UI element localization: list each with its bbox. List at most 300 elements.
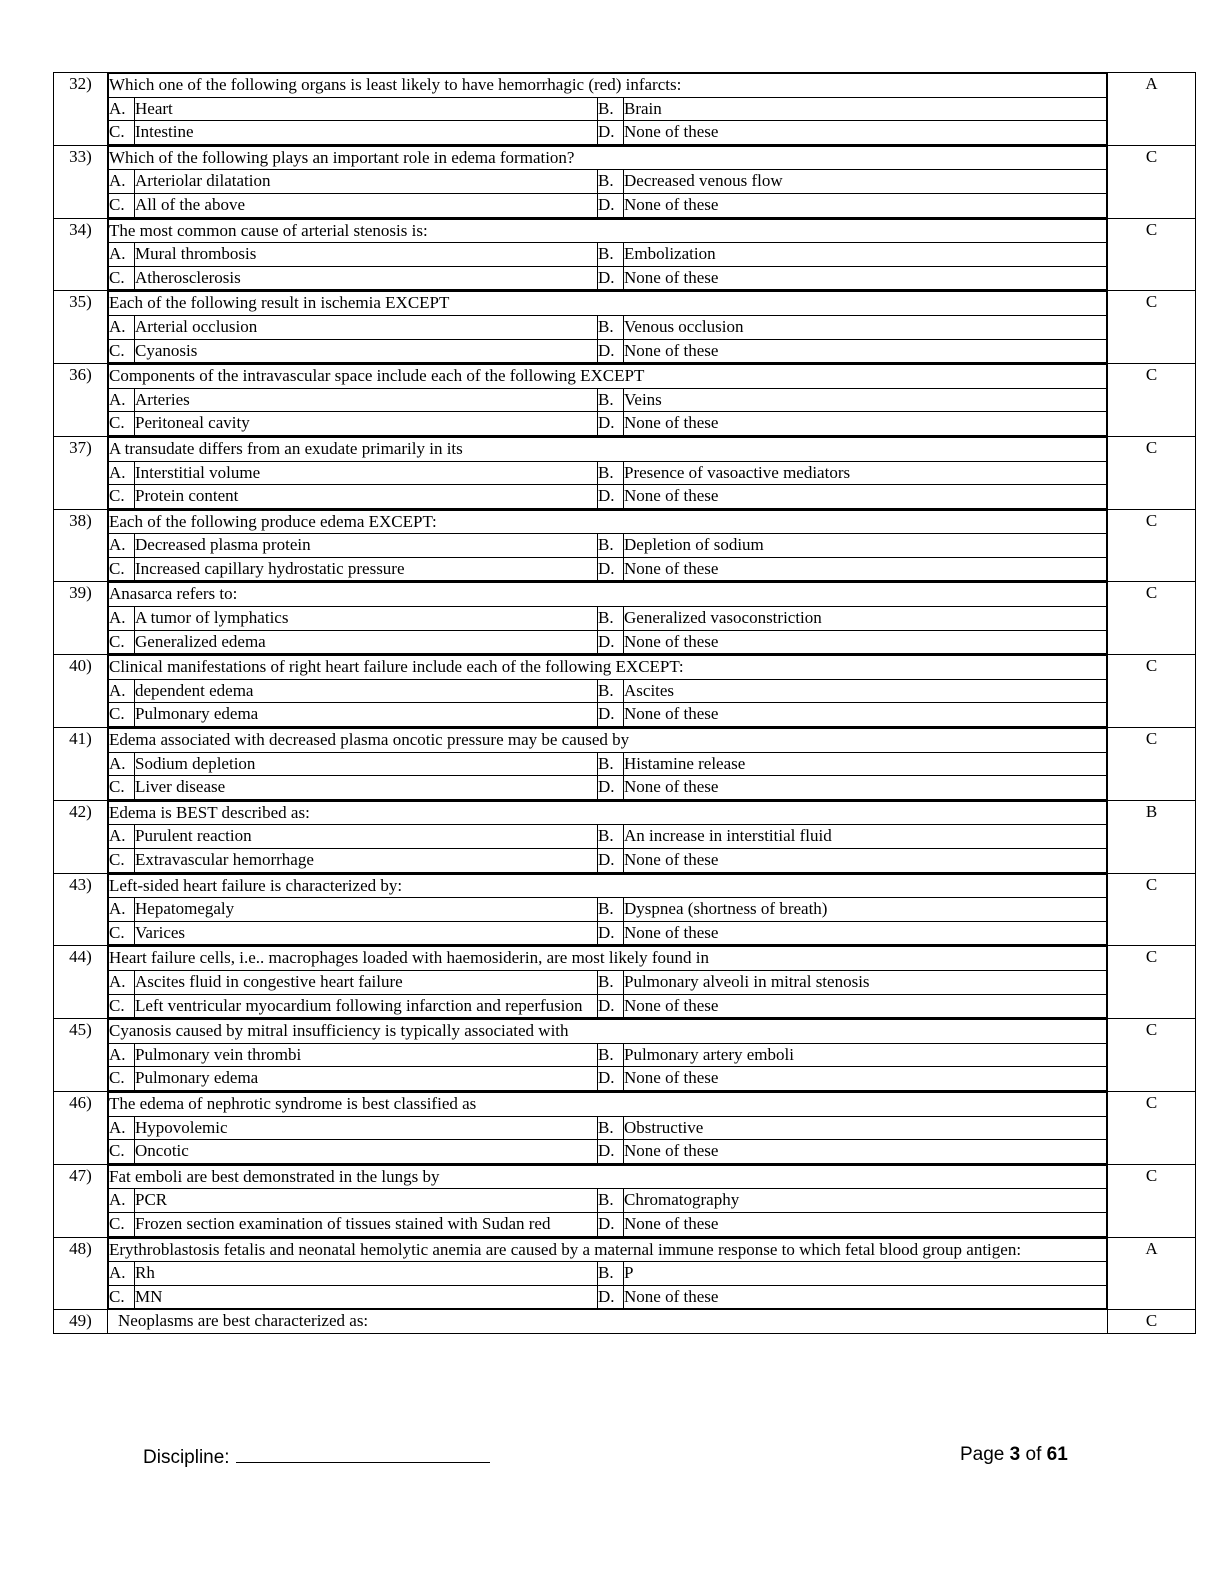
option-b-text: Chromatography xyxy=(624,1189,1107,1213)
question-row xyxy=(54,728,1196,801)
option-letter-b: B. xyxy=(598,1116,624,1140)
option-a-text: Interstitial volume xyxy=(135,461,598,485)
options-row xyxy=(109,849,1107,873)
answer-key: C xyxy=(1108,1310,1196,1334)
option-b-text: Pulmonary artery emboli xyxy=(624,1043,1107,1067)
question-body xyxy=(108,436,1108,509)
question-text: Heart failure cells, i.e.. macrophages loaded with haemosiderin, are most likely found in xyxy=(109,947,1107,971)
option-c-text: Frozen section examination of tissues stained with Sudan red xyxy=(135,1212,598,1236)
question-text-row xyxy=(109,729,1107,753)
question-text-row xyxy=(109,146,1107,170)
question-row xyxy=(54,1091,1196,1164)
question-text: Erythroblastosis fetalis and neonatal hemolytic anemia are caused by a maternal immune response to which fetal blood group antigen: xyxy=(109,1238,1107,1262)
question-number: 38) xyxy=(54,509,108,582)
page-current: 3 xyxy=(1009,1444,1021,1465)
option-a-text: Decreased plasma protein xyxy=(135,534,598,558)
options-table xyxy=(108,291,1107,363)
option-letter-b: B. xyxy=(598,898,624,922)
question-number: 45) xyxy=(54,1019,108,1092)
options-table xyxy=(108,1165,1107,1237)
answer-key: C xyxy=(1108,509,1196,582)
option-letter-c: C. xyxy=(109,1140,135,1164)
options-row xyxy=(109,121,1107,145)
question-text: A transudate differs from an exudate primarily in its xyxy=(109,437,1107,461)
question-text: Which of the following plays an important role in edema formation? xyxy=(109,146,1107,170)
question-row xyxy=(54,1164,1196,1237)
question-text: Edema is BEST described as: xyxy=(109,801,1107,825)
question-text-row xyxy=(109,292,1107,316)
option-letter-d: D. xyxy=(598,703,624,727)
question-text-row xyxy=(109,1020,1107,1044)
option-letter-d: D. xyxy=(598,266,624,290)
option-letter-d: D. xyxy=(598,994,624,1018)
question-text-row xyxy=(109,947,1107,971)
option-letter-d: D. xyxy=(598,849,624,873)
question-row xyxy=(54,218,1196,291)
option-letter-a: A. xyxy=(109,1262,135,1286)
page-prefix: Page xyxy=(960,1444,1010,1465)
option-d-text: None of these xyxy=(624,630,1107,654)
question-number: 34) xyxy=(54,218,108,291)
option-c-text: All of the above xyxy=(135,193,598,217)
option-d-text: None of these xyxy=(624,121,1107,145)
question-number: 42) xyxy=(54,800,108,873)
question-body xyxy=(108,1091,1108,1164)
question-number: 49) xyxy=(54,1310,108,1334)
question-body xyxy=(108,364,1108,437)
answer-key: A xyxy=(1108,1237,1196,1310)
question-body xyxy=(108,145,1108,218)
option-b-text: An increase in interstitial fluid xyxy=(624,825,1107,849)
question-number: 41) xyxy=(54,728,108,801)
question-text: The edema of nephrotic syndrome is best classified as xyxy=(109,1092,1107,1116)
answer-key: C xyxy=(1108,364,1196,437)
question-number: 39) xyxy=(54,582,108,655)
question-number: 47) xyxy=(54,1164,108,1237)
question-text: The most common cause of arterial stenosis is: xyxy=(109,219,1107,243)
question-number: 33) xyxy=(54,145,108,218)
option-c-text: MN xyxy=(135,1285,598,1309)
page-mid: of xyxy=(1020,1444,1047,1465)
option-d-text: None of these xyxy=(624,339,1107,363)
options-table xyxy=(108,582,1107,654)
option-c-text: Liver disease xyxy=(135,776,598,800)
page-number xyxy=(960,1444,1068,1466)
option-c-text: Increased capillary hydrostatic pressure xyxy=(135,557,598,581)
options-row xyxy=(109,1140,1107,1164)
question-number: 46) xyxy=(54,1091,108,1164)
question-body xyxy=(108,582,1108,655)
options-row xyxy=(109,315,1107,339)
question-table xyxy=(53,72,1196,1334)
question-body xyxy=(108,1164,1108,1237)
option-letter-c: C. xyxy=(109,1285,135,1309)
option-c-text: Pulmonary edema xyxy=(135,1067,598,1091)
question-row xyxy=(54,1310,1196,1334)
question-row xyxy=(54,1237,1196,1310)
option-letter-a: A. xyxy=(109,679,135,703)
option-letter-a: A. xyxy=(109,1116,135,1140)
question-text-row xyxy=(109,1092,1107,1116)
option-b-text: Pulmonary alveoli in mitral stenosis xyxy=(624,970,1107,994)
options-row xyxy=(109,193,1107,217)
answer-key: C xyxy=(1108,1091,1196,1164)
option-d-text: None of these xyxy=(624,703,1107,727)
options-table xyxy=(108,1238,1107,1310)
options-row xyxy=(109,752,1107,776)
question-row xyxy=(54,800,1196,873)
question-body xyxy=(108,218,1108,291)
option-b-text: Venous occlusion xyxy=(624,315,1107,339)
question-body xyxy=(108,291,1108,364)
option-c-text: Peritoneal cavity xyxy=(135,412,598,436)
option-letter-a: A. xyxy=(109,607,135,631)
question-number: 44) xyxy=(54,946,108,1019)
option-letter-c: C. xyxy=(109,921,135,945)
option-c-text: Pulmonary edema xyxy=(135,703,598,727)
option-b-text: Presence of vasoactive mediators xyxy=(624,461,1107,485)
option-letter-c: C. xyxy=(109,1067,135,1091)
options-table xyxy=(108,437,1107,509)
option-b-text: Dyspnea (shortness of breath) xyxy=(624,898,1107,922)
answer-key: C xyxy=(1108,582,1196,655)
option-d-text: None of these xyxy=(624,921,1107,945)
question-row xyxy=(54,582,1196,655)
option-c-text: Atherosclerosis xyxy=(135,266,598,290)
question-number: 48) xyxy=(54,1237,108,1310)
options-row xyxy=(109,921,1107,945)
question-row xyxy=(54,436,1196,509)
option-a-text: Arterial occlusion xyxy=(135,315,598,339)
option-letter-a: A. xyxy=(109,752,135,776)
option-letter-c: C. xyxy=(109,703,135,727)
option-letter-a: A. xyxy=(109,170,135,194)
options-table xyxy=(108,801,1107,873)
option-letter-a: A. xyxy=(109,1189,135,1213)
option-letter-c: C. xyxy=(109,121,135,145)
option-c-text: Oncotic xyxy=(135,1140,598,1164)
option-a-text: Arteriolar dilatation xyxy=(135,170,598,194)
option-a-text: Ascites fluid in congestive heart failure xyxy=(135,970,598,994)
page-total: 61 xyxy=(1046,1444,1068,1465)
option-letter-c: C. xyxy=(109,1212,135,1236)
option-letter-b: B. xyxy=(598,315,624,339)
option-letter-c: C. xyxy=(109,339,135,363)
answer-key: C xyxy=(1108,1164,1196,1237)
option-letter-b: B. xyxy=(598,1262,624,1286)
option-letter-d: D. xyxy=(598,1285,624,1309)
question-number: 43) xyxy=(54,873,108,946)
options-row xyxy=(109,703,1107,727)
option-a-text: Purulent reaction xyxy=(135,825,598,849)
option-a-text: dependent edema xyxy=(135,679,598,703)
answer-key: C xyxy=(1108,436,1196,509)
option-c-text: Extravascular hemorrhage xyxy=(135,849,598,873)
options-row xyxy=(109,607,1107,631)
option-letter-c: C. xyxy=(109,849,135,873)
option-letter-b: B. xyxy=(598,825,624,849)
option-b-text: P xyxy=(624,1262,1107,1286)
option-d-text: None of these xyxy=(624,412,1107,436)
option-d-text: None of these xyxy=(624,193,1107,217)
answer-key: C xyxy=(1108,1019,1196,1092)
option-d-text: None of these xyxy=(624,485,1107,509)
question-row xyxy=(54,946,1196,1019)
question-text-row xyxy=(109,74,1107,98)
question-number: 32) xyxy=(54,73,108,146)
options-row xyxy=(109,1285,1107,1309)
answer-key: A xyxy=(1108,73,1196,146)
option-letter-a: A. xyxy=(109,898,135,922)
question-text-row xyxy=(109,510,1107,534)
question-row xyxy=(54,364,1196,437)
option-d-text: None of these xyxy=(624,557,1107,581)
option-b-text: Decreased venous flow xyxy=(624,170,1107,194)
option-c-text: Generalized edema xyxy=(135,630,598,654)
options-row xyxy=(109,898,1107,922)
answer-key: C xyxy=(1108,873,1196,946)
option-letter-b: B. xyxy=(598,243,624,267)
option-a-text: Hypovolemic xyxy=(135,1116,598,1140)
option-letter-b: B. xyxy=(598,170,624,194)
option-letter-b: B. xyxy=(598,97,624,121)
option-letter-b: B. xyxy=(598,752,624,776)
answer-key: C xyxy=(1108,218,1196,291)
option-letter-d: D. xyxy=(598,193,624,217)
option-letter-a: A. xyxy=(109,315,135,339)
question-body xyxy=(108,73,1108,146)
option-a-text: Rh xyxy=(135,1262,598,1286)
option-letter-b: B. xyxy=(598,970,624,994)
answer-key: C xyxy=(1108,728,1196,801)
question-number: 36) xyxy=(54,364,108,437)
option-letter-d: D. xyxy=(598,630,624,654)
question-row xyxy=(54,873,1196,946)
option-letter-c: C. xyxy=(109,776,135,800)
option-c-text: Left ventricular myocardium following infarction and reperfusion xyxy=(135,994,598,1018)
question-body xyxy=(108,655,1108,728)
option-b-text: Embolization xyxy=(624,243,1107,267)
option-letter-d: D. xyxy=(598,776,624,800)
option-c-text: Protein content xyxy=(135,485,598,509)
options-table xyxy=(108,874,1107,946)
option-d-text: None of these xyxy=(624,776,1107,800)
question-text-row xyxy=(109,1165,1107,1189)
option-d-text: None of these xyxy=(624,849,1107,873)
question-text: Neoplasms are best characterized as: xyxy=(118,1311,369,1331)
options-table xyxy=(108,219,1107,291)
options-table xyxy=(108,655,1107,727)
option-letter-a: A. xyxy=(109,243,135,267)
options-row xyxy=(109,388,1107,412)
option-letter-d: D. xyxy=(598,485,624,509)
option-letter-d: D. xyxy=(598,1140,624,1164)
question-text: Components of the intravascular space include each of the following EXCEPT xyxy=(109,365,1107,389)
question-text-row xyxy=(109,874,1107,898)
option-a-text: Pulmonary vein thrombi xyxy=(135,1043,598,1067)
option-d-text: None of these xyxy=(624,1067,1107,1091)
option-b-text: Obstructive xyxy=(624,1116,1107,1140)
option-letter-a: A. xyxy=(109,97,135,121)
option-c-text: Varices xyxy=(135,921,598,945)
answer-key: C xyxy=(1108,291,1196,364)
question-text-row xyxy=(109,801,1107,825)
question-row xyxy=(54,655,1196,728)
option-letter-d: D. xyxy=(598,1067,624,1091)
question-body xyxy=(108,873,1108,946)
option-b-text: Generalized vasoconstriction xyxy=(624,607,1107,631)
options-table xyxy=(108,73,1107,145)
option-d-text: None of these xyxy=(624,994,1107,1018)
option-c-text: Intestine xyxy=(135,121,598,145)
question-text-row xyxy=(109,219,1107,243)
option-letter-b: B. xyxy=(598,388,624,412)
option-c-text: Cyanosis xyxy=(135,339,598,363)
option-letter-b: B. xyxy=(598,534,624,558)
question-body xyxy=(108,1019,1108,1092)
option-letter-b: B. xyxy=(598,461,624,485)
question-text: Anasarca refers to: xyxy=(109,583,1107,607)
option-letter-a: A. xyxy=(109,1043,135,1067)
option-b-text: Veins xyxy=(624,388,1107,412)
options-table xyxy=(108,1092,1107,1164)
discipline-label: Discipline: xyxy=(143,1447,230,1468)
options-row xyxy=(109,1043,1107,1067)
options-row xyxy=(109,970,1107,994)
options-table xyxy=(108,946,1107,1018)
option-letter-c: C. xyxy=(109,994,135,1018)
options-row xyxy=(109,1116,1107,1140)
question-text-row xyxy=(109,583,1107,607)
options-row xyxy=(109,266,1107,290)
option-letter-a: A. xyxy=(109,388,135,412)
option-d-text: None of these xyxy=(624,1285,1107,1309)
option-letter-d: D. xyxy=(598,1212,624,1236)
option-letter-a: A. xyxy=(109,461,135,485)
options-row xyxy=(109,1262,1107,1286)
question-row xyxy=(54,73,1196,146)
question-row xyxy=(54,145,1196,218)
option-letter-d: D. xyxy=(598,121,624,145)
option-b-text: Ascites xyxy=(624,679,1107,703)
question-body xyxy=(108,800,1108,873)
options-row xyxy=(109,243,1107,267)
option-letter-a: A. xyxy=(109,970,135,994)
discipline-blank-line xyxy=(236,1444,490,1463)
question-text: Left-sided heart failure is characterized by: xyxy=(109,874,1107,898)
options-row xyxy=(109,557,1107,581)
answer-key: C xyxy=(1108,145,1196,218)
options-table xyxy=(108,364,1107,436)
option-a-text: Mural thrombosis xyxy=(135,243,598,267)
option-letter-c: C. xyxy=(109,557,135,581)
options-row xyxy=(109,97,1107,121)
question-text: Each of the following result in ischemia EXCEPT xyxy=(109,292,1107,316)
options-row xyxy=(109,825,1107,849)
question-body xyxy=(108,1237,1108,1310)
question-row xyxy=(54,291,1196,364)
option-a-text: Heart xyxy=(135,97,598,121)
option-letter-c: C. xyxy=(109,485,135,509)
question-number: 35) xyxy=(54,291,108,364)
options-table xyxy=(108,1019,1107,1091)
discipline-footer xyxy=(143,1444,490,1469)
option-letter-b: B. xyxy=(598,1043,624,1067)
option-a-text: Arteries xyxy=(135,388,598,412)
option-letter-a: A. xyxy=(109,534,135,558)
option-letter-c: C. xyxy=(109,266,135,290)
option-b-text: Brain xyxy=(624,97,1107,121)
option-d-text: None of these xyxy=(624,266,1107,290)
option-a-text: Sodium depletion xyxy=(135,752,598,776)
question-text: Which one of the following organs is least likely to have hemorrhagic (red) infarcts: xyxy=(109,74,1107,98)
option-letter-b: B. xyxy=(598,679,624,703)
options-row xyxy=(109,1067,1107,1091)
option-d-text: None of these xyxy=(624,1140,1107,1164)
options-row xyxy=(109,339,1107,363)
question-text: Each of the following produce edema EXCEPT: xyxy=(109,510,1107,534)
options-row xyxy=(109,485,1107,509)
option-letter-b: B. xyxy=(598,607,624,631)
options-row xyxy=(109,170,1107,194)
options-row xyxy=(109,461,1107,485)
options-row xyxy=(109,776,1107,800)
option-a-text: Hepatomegaly xyxy=(135,898,598,922)
question-body xyxy=(108,728,1108,801)
answer-key: B xyxy=(1108,800,1196,873)
question-text: Edema associated with decreased plasma oncotic pressure may be caused by xyxy=(109,729,1107,753)
question-number: 40) xyxy=(54,655,108,728)
question-text-row xyxy=(109,437,1107,461)
options-table xyxy=(108,510,1107,582)
option-b-text: Depletion of sodium xyxy=(624,534,1107,558)
question-body xyxy=(108,946,1108,1019)
option-letter-d: D. xyxy=(598,921,624,945)
question-table-body xyxy=(54,73,1196,1334)
question-body xyxy=(108,509,1108,582)
question-text: Cyanosis caused by mitral insufficiency is typically associated with xyxy=(109,1020,1107,1044)
question-row xyxy=(54,509,1196,582)
options-row xyxy=(109,630,1107,654)
option-letter-a: A. xyxy=(109,825,135,849)
question-body xyxy=(108,1310,1108,1334)
option-letter-c: C. xyxy=(109,412,135,436)
option-a-text: PCR xyxy=(135,1189,598,1213)
question-row xyxy=(54,1019,1196,1092)
option-letter-d: D. xyxy=(598,339,624,363)
options-row xyxy=(109,679,1107,703)
option-letter-d: D. xyxy=(598,557,624,581)
options-row xyxy=(109,412,1107,436)
question-number: 37) xyxy=(54,436,108,509)
options-row xyxy=(109,534,1107,558)
question-text-row xyxy=(109,365,1107,389)
option-b-text: Histamine release xyxy=(624,752,1107,776)
question-text-row xyxy=(109,1238,1107,1262)
options-row xyxy=(109,1212,1107,1236)
option-letter-c: C. xyxy=(109,630,135,654)
question-text: Fat emboli are best demonstrated in the lungs by xyxy=(109,1165,1107,1189)
answer-key: C xyxy=(1108,655,1196,728)
options-table xyxy=(108,728,1107,800)
question-text: Clinical manifestations of right heart failure include each of the following EXCEPT: xyxy=(109,656,1107,680)
answer-key: C xyxy=(1108,946,1196,1019)
option-letter-c: C. xyxy=(109,193,135,217)
options-row xyxy=(109,994,1107,1018)
option-letter-b: B. xyxy=(598,1189,624,1213)
question-text-row xyxy=(109,656,1107,680)
option-a-text: A tumor of lymphatics xyxy=(135,607,598,631)
